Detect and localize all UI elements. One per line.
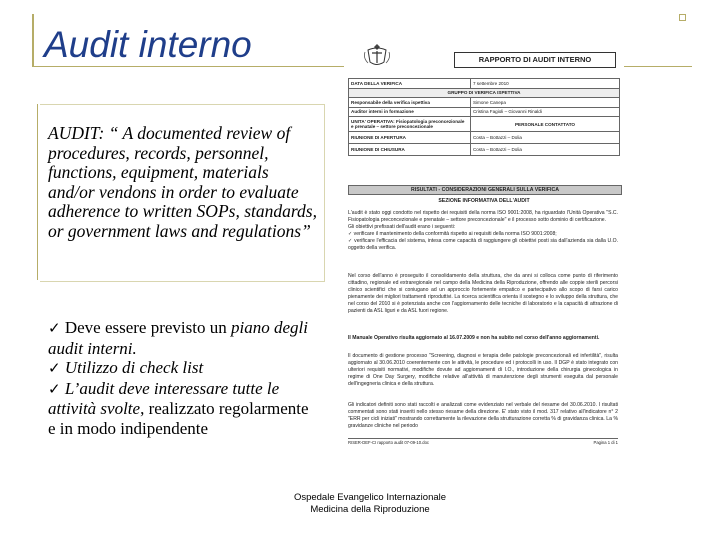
section-header: SEZIONE INFORMATIVA DELL'AUDIT [348, 197, 620, 205]
corner-square [679, 14, 686, 21]
report-footer: RISER-DEF-CI rapporto audit 07-09-10.doc Pagina 1 di 1 [348, 440, 618, 445]
check-icon: ✓ [48, 359, 61, 377]
coat-of-arms-icon [362, 42, 392, 68]
title-accent-line [32, 14, 34, 66]
check-icon: ✓ [48, 379, 61, 398]
audit-report-image [344, 40, 624, 450]
report-paragraph: Il Manuale Operativo risulta aggiornato al 16.07.2009 e non ha subito nel corso dell'anno aggiornamenti. [348, 335, 600, 341]
slide-title: Audit interno [44, 24, 252, 65]
report-meta-table: DATA DELLA VERIFICA 7 settembre 2010 GRUPPO DI VERIFICA ISPETTIVA Responsabile della verifica ispettiva Simone Canepa Auditor interni in formazione Cristina Fagioli – Giovanni Rinaldi UNITA' OPERATIVA: Fisiopatologia preconcezionale e prenatale – settore preconcezionale PERSONALE CONTATTATO RIUNIONE DI APERTURA Costa – Bottazzi – Dolia RIUNIONE DI CHIUSURA Costa – Bottazzi – Dolia [348, 78, 620, 156]
report-paragraph: Gli indicatori definiti sono stati raccolti e analizzati come evidenziato nel verbale del riesame del 30.06.2010. I risultati commentati sono stati inseriti nello stesso riesame della direzione. E' stato visto il mod. 317 relativo all'indicatore n° 2 "ERR per cicli iniziati" mostrando correttamente la rilevazione della strutturazione corretta % di gravidanza clinica. La % gravidanze cliniche nel periodo [348, 402, 618, 430]
results-bar: RISULTATI - CONSIDERAZIONI GENERALI SULLA VERIFICA [348, 185, 622, 195]
footer-line-2: Medicina della Riproduzione [310, 504, 430, 515]
bullet-item: ✓ Deve essere previsto un piano degli audit interni. [48, 318, 308, 358]
footer-line-1: Ospedale Evangelico Internazionale [293, 492, 447, 503]
definition-accent-line [37, 104, 38, 280]
report-paragraph: Nel corso dell'anno è proseguito il consolidamento della struttura, che da anni si colloca come punto di riferimento cittadino, regionale ed extraregionale nel campo della Medicina della Riproduzione, offrendo alle coppie sterili percorsi clinico scientifici che si coniugano ad un approccio fortemente empatico e partecipativo allo scopo di farsi carico pienamente dei migliori trattamenti riproduttivi. La ricerca scientifica orienta il sostegno e lo sviluppo della struttura, che nel corso del 2010 si è potenziata anche con l'aggiornamento delle tecniche di laboratorio e la capacità di attrazione di pazienti da ASL liguri e da ASL fuori regione. [348, 273, 618, 315]
report-paragraph: L'audit è stato oggi condotto nel rispetto dei requisiti della norma ISO 9001:2008, ha riguardato l'Unità Operativa "S.C. Fisiopatologia preconcezionale e prenatale – settore preconcezionale" e il processo sotto dominio di certificazione. Gli obiettivi prefissati dell'audit erano i seguenti: ✓ verificare il mantenimento della conformità rispetto ai requisiti della norma ISO 9001:2008; ✓ verificare l'efficacia del sistema, intesa come capacità di raggiungere gli obiettivi posti sia dall'azienda sia dalla U.O. oggetto della verifica. [348, 210, 618, 252]
audit-definition: AUDIT: “ A documented review of procedures, records, personnel, functions, equipment, materials and/or vendons in order to evaluate adherence to written SOPs, standards, or government laws and regulations” [48, 123, 317, 241]
bullet-item: ✓ L’audit deve interessare tutte le attività svolte, realizzato regolarmente e in modo indipendente [48, 378, 309, 438]
slide-footer [260, 492, 480, 516]
report-paragraph: Il documento di gestione processo "Screening, diagnosi e terapia delle patologie preconcezionali ed infertilità", risulta aggiornato al 30.06.2010 coerentemente con le attività, le procedure ed i protocolli in uso. Il DGP è stato integrato con ulteriori requisiti normativi, modifiche dovute ad aggiornamenti di I.O., introduzione della chirurgia ginecologica in regime di One Day Surgery, modifiche relative all'attività di manutenzione degli strumenti eseguita dal personale dell'ingegneria clinica e della struttura. [348, 353, 618, 388]
bullet-list [48, 318, 310, 438]
report-title: RAPPORTO DI AUDIT INTERNO [454, 52, 616, 68]
bullet-item: ✓ Utilizzo di check list [48, 358, 204, 377]
check-icon: ✓ [48, 319, 61, 337]
